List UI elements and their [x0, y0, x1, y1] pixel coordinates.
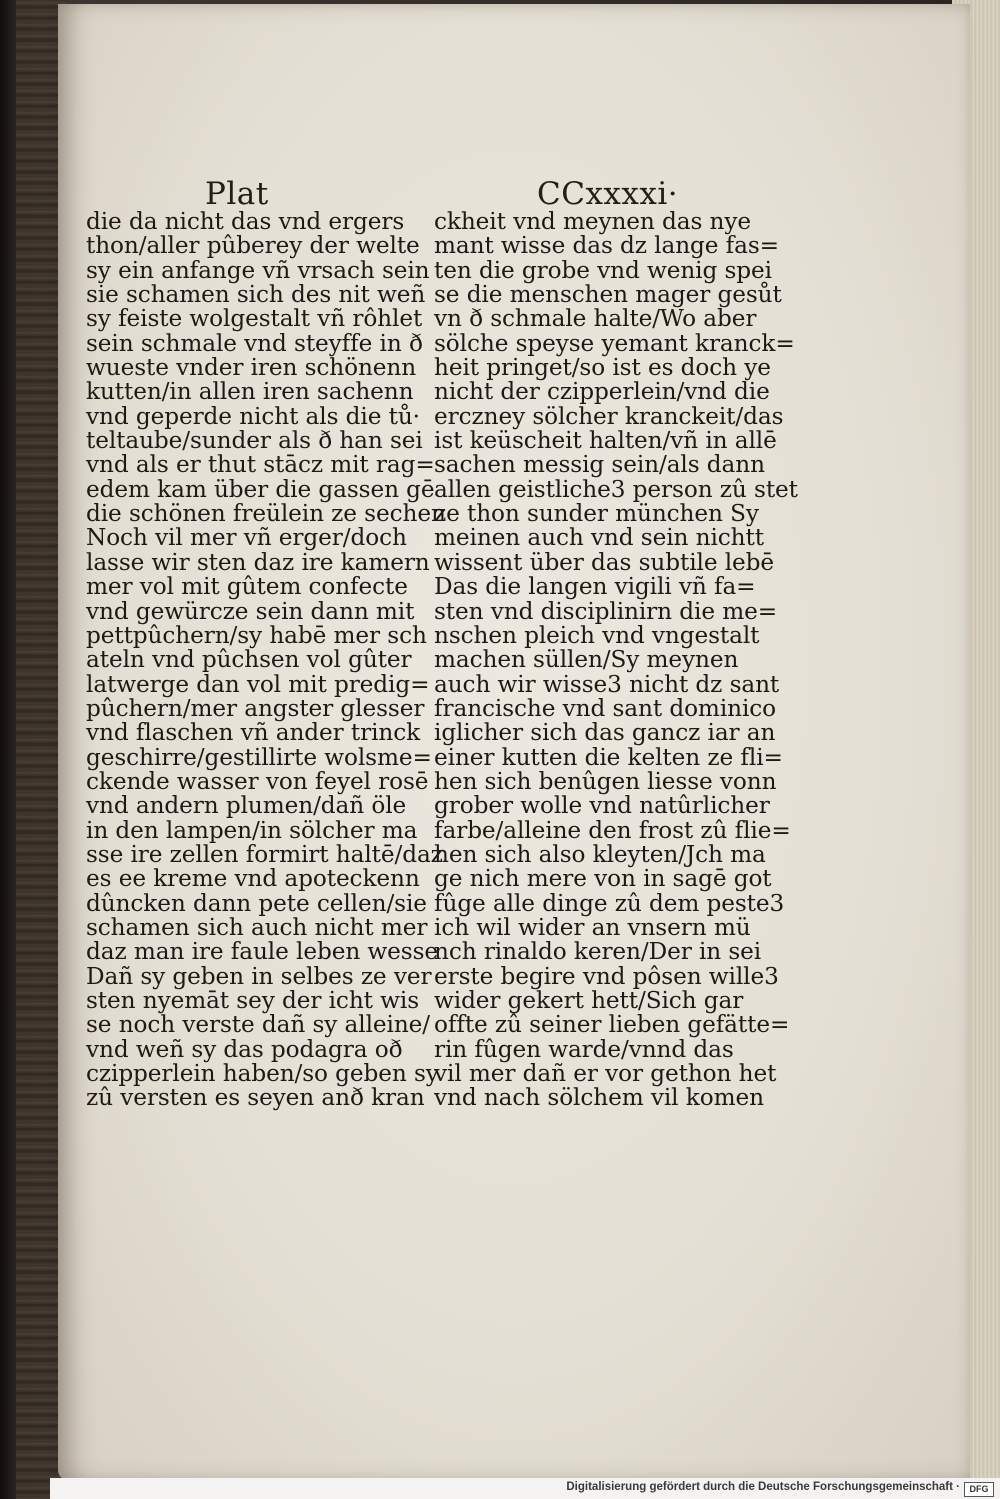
text-line: latwerge dan vol mit predig=: [86, 670, 430, 698]
text-column-left: [86, 208, 446, 1112]
text-line: ist keüscheit halten/vñ in allē: [434, 427, 777, 455]
text-line: meinen auch vnd sein nichtt: [434, 524, 764, 552]
text-line: dûncken dann pete cellen/sie: [86, 889, 427, 917]
text-line: sein schmale vnd steyffe in ð: [86, 329, 423, 357]
text-line: sten nyemāt sey der icht wis: [86, 987, 420, 1014]
text-line: vil mer dañ er vor gethon het: [434, 1060, 777, 1088]
text-line: ten die grobe vnd wenig spei: [434, 256, 772, 284]
text-line: schamen sich auch nicht mer: [86, 913, 428, 941]
text-line: sy ein anfange vñ vrsach sein: [86, 256, 430, 284]
text-line: nicht der czipperlein/vnd die: [434, 378, 770, 406]
text-line: edem kam über die gassen gē: [86, 475, 435, 503]
text-line: pettpûchern/sy habē mer sch: [86, 621, 427, 649]
text-line: ateln vnd pûchsen vol gûter: [86, 646, 412, 674]
text-line: ckende wasser von feyel rosē: [86, 767, 429, 795]
text-line: ckheit vnd meynen das nye: [434, 208, 752, 235]
text-line: farbe/alleine den frost zû flie=: [434, 816, 791, 844]
text-line: daz man ire faule leben wesse: [86, 938, 439, 966]
text-line: se noch verste dañ sy alleine/: [86, 1011, 430, 1039]
text-line: iglicher sich das gancz iar an: [434, 719, 776, 747]
text-line: ze thon sunder münchen Sy: [434, 500, 759, 528]
text-line: czipperlein haben/so geben sy: [86, 1060, 439, 1088]
digitization-credit: Digitalisierung gefördert durch die Deutsche Forschungsgemeinschaft ·: [566, 1481, 960, 1493]
text-column-right: [434, 208, 798, 1112]
text-line: grober wolle vnd natûrlicher: [434, 792, 770, 820]
text-line: sten vnd disciplinirn die me=: [434, 597, 778, 625]
text-line: mant wisse das dz lange fas=: [434, 232, 780, 260]
text-line: nch rinaldo keren/Der in sei: [434, 938, 762, 966]
text-line: vn ð schmale halte/Wo aber: [434, 305, 757, 333]
text-line: Dañ sy geben in selbes ze ver: [86, 962, 432, 990]
text-line: kutten/in allen iren sachenn: [86, 378, 414, 406]
text-line: sachen messig sein/als dann: [434, 451, 765, 479]
text-line: erczney sölcher kranckeit/das: [434, 402, 784, 430]
text-line: mer vol mit gûtem confecte: [86, 573, 408, 601]
text-line: sölche speyse yemant kranck=: [434, 329, 795, 357]
text-line: machen süllen/Sy meynen: [434, 646, 739, 674]
text-line: vnd geperde nicht als die tů·: [86, 402, 420, 430]
book-binding-edge: [0, 0, 66, 1499]
text-line: in den lampen/in sölcher ma: [86, 816, 418, 844]
text-line: vnd weñ sy das podagra oð: [86, 1035, 403, 1063]
text-line: es ee kreme vnd apoteckenn: [86, 865, 420, 893]
text-line: sse ire zellen formirt haltē/daz: [86, 840, 443, 868]
text-line: zû versten es seyen anð kran: [86, 1084, 425, 1112]
text-line: vnd nach sölchem vil komen: [434, 1084, 764, 1112]
text-line: wider gekert hett/Sich gar: [434, 987, 744, 1014]
text-line: francische vnd sant dominico: [434, 694, 777, 722]
text-line: sie schamen sich des nit weñ: [86, 281, 426, 309]
text-line: fûge alle dinge zû dem peste3: [434, 889, 785, 917]
text-line: erste begire vnd pôsen wille3: [434, 962, 779, 990]
text-line: ich wil wider an vnsern mü: [434, 913, 751, 941]
text-line: allen geistliche3 person zû stet: [434, 475, 798, 503]
text-line: offte zû seiner lieben gefätte=: [434, 1011, 790, 1039]
text-line: Noch vil mer vñ erger/doch: [86, 524, 407, 552]
text-line: vnd andern plumen/dañ öle: [86, 792, 407, 820]
text-line: vnd flaschen vñ ander trinck: [86, 719, 421, 747]
text-line: ge nich mere von in sagē got: [434, 865, 772, 893]
text-line: heit pringet/so ist es doch ye: [434, 354, 771, 382]
text-line: wueste vnder iren schönenn: [86, 354, 417, 382]
text-line: einer kutten die kelten ze fli=: [434, 743, 783, 771]
text-line: auch wir wisse3 nicht dz sant: [434, 670, 780, 698]
text-line: wissent über das subtile lebē: [434, 548, 775, 576]
text-line: sy feiste wolgestalt vñ rôhlet: [86, 305, 423, 333]
text-line: rin fûgen warde/vnnd das: [434, 1035, 734, 1063]
text-line: hen sich benûgen liesse vonn: [434, 767, 777, 795]
text-line: thon/aller pûberey der welte: [86, 232, 420, 260]
text-line: vnd gewürcze sein dann mit: [86, 597, 415, 625]
text-line: die da nicht das vnd ergers: [86, 208, 405, 235]
text-line: pûchern/mer angster glesser: [86, 694, 425, 722]
text-line: lasse wir sten daz ire kamern: [86, 548, 430, 576]
text-line: nschen pleich vnd vngestalt: [434, 621, 760, 649]
text-line: teltaube/sunder als ð han sei: [86, 427, 423, 455]
text-line: hen sich also kleyten/Jch ma: [434, 840, 766, 868]
text-line: geschirre/gestillirte wolsme=: [86, 743, 432, 771]
text-line: se die menschen mager gesůt: [434, 281, 782, 309]
dfg-logo-icon: DFG: [964, 1482, 994, 1497]
folio-number: CCxxxxi·: [537, 176, 679, 212]
running-header-title: Plat: [205, 176, 269, 212]
text-line: Das die langen vigili vñ fa=: [434, 573, 756, 601]
text-line: vnd als er thut stācz mit rag=: [86, 451, 435, 479]
binding-shadow: [0, 0, 16, 1499]
text-line: die schönen freülein ze sechen: [86, 500, 446, 528]
